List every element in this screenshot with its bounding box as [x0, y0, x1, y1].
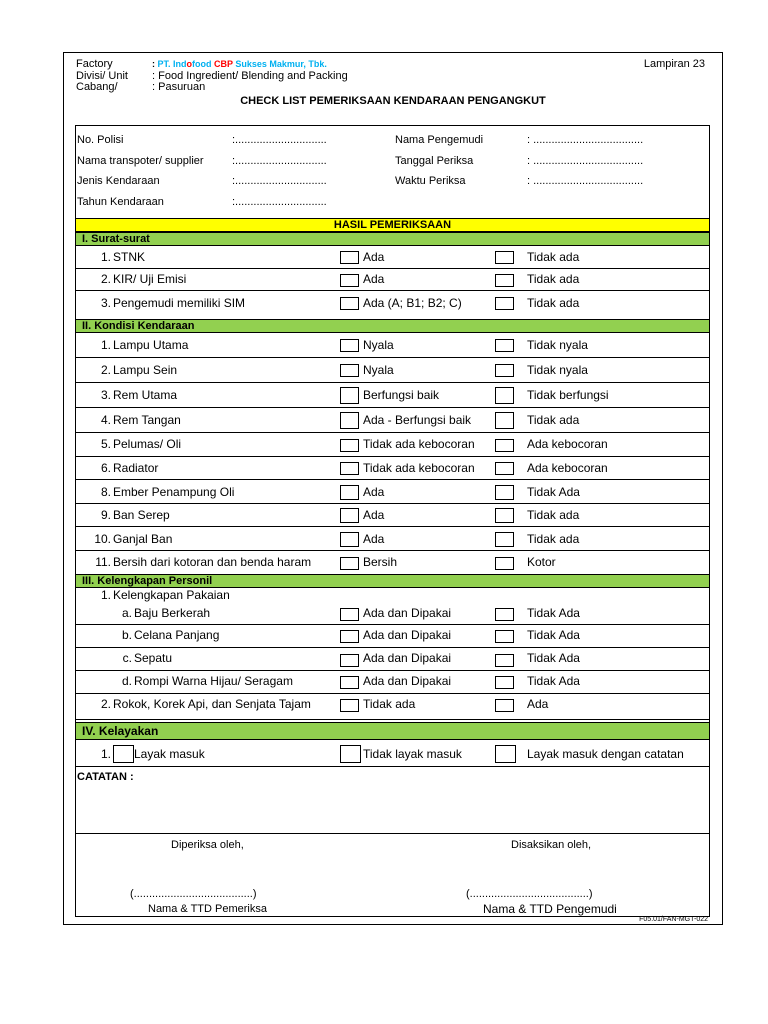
- checkbox[interactable]: [495, 676, 514, 689]
- item-number: 9.: [100, 508, 111, 522]
- factory-part: CBP: [214, 59, 236, 69]
- pemeriksa-name-label: Nama & TTD Pemeriksa: [148, 903, 267, 915]
- form-body: [75, 125, 710, 917]
- checkbox[interactable]: [340, 251, 359, 264]
- factory-label: Factory: [76, 58, 113, 70]
- info-label: Jenis Kendaraan: [77, 175, 160, 187]
- option-label: Tidak ada kebocoran: [363, 437, 475, 451]
- checklist-row: [76, 671, 709, 694]
- cabang-value: : Pasuruan: [152, 81, 206, 93]
- option-label: Ada (A; B1; B2; C): [363, 296, 462, 310]
- option-label: Ada: [363, 272, 385, 286]
- checkbox[interactable]: [495, 462, 514, 475]
- jenis-kendaraan-field[interactable]: :..............................: [232, 175, 327, 187]
- item-number: 6.: [100, 461, 111, 475]
- item-number: 2.: [100, 363, 111, 377]
- option-label: Ada: [363, 250, 385, 264]
- checkbox[interactable]: [340, 485, 359, 500]
- divisi-label: Divisi/ Unit: [76, 70, 128, 82]
- checkbox[interactable]: [340, 412, 359, 429]
- item-number: 1.: [100, 250, 111, 264]
- item-number: b.: [121, 628, 132, 642]
- item-label: Ganjal Ban: [113, 532, 173, 546]
- option-label: Tidak Ada: [527, 606, 580, 620]
- option-label: Ada kebocoran: [527, 461, 608, 475]
- checkbox[interactable]: [340, 462, 359, 475]
- hasil-pemeriksaan-header: HASIL PEMERIKSAAN: [76, 218, 709, 232]
- item-number: 4.: [100, 413, 111, 427]
- info-label: Nama transpoter/ supplier: [77, 155, 204, 167]
- option-label: Bersih: [363, 555, 398, 569]
- checklist-row: [76, 527, 709, 551]
- checklist-row: [76, 333, 709, 358]
- factory-part: food: [192, 59, 214, 69]
- tanggal-periksa-field[interactable]: : ....................................: [527, 155, 644, 167]
- item-label: Rompi Warna Hijau/ Seragam: [134, 674, 293, 688]
- checkbox[interactable]: [495, 532, 514, 547]
- option-label: Tidak Ada: [527, 485, 580, 499]
- checkbox[interactable]: [340, 654, 359, 667]
- no-polisi-field[interactable]: :..............................: [232, 134, 327, 146]
- item-label: Rokok, Korek Api, dan Senjata Tajam: [113, 697, 311, 711]
- checklist-row: [76, 433, 709, 457]
- checkbox[interactable]: [113, 745, 134, 763]
- checkbox[interactable]: [340, 676, 359, 689]
- checklist-row: [76, 625, 709, 648]
- divider: [76, 833, 709, 834]
- option-label: Berfungsi baik: [363, 388, 440, 402]
- catatan-area[interactable]: [76, 786, 709, 886]
- factory-part: Sukses Makmur, Tbk.: [235, 59, 327, 69]
- form-title: CHECK LIST PEMERIKSAAN KENDARAAN PENGANGKUT: [240, 95, 546, 107]
- factory-value: [152, 59, 327, 69]
- item-number: 3.: [100, 296, 111, 310]
- option-label: Nyala: [363, 338, 394, 352]
- item-label: Lampu Sein: [113, 363, 178, 377]
- cabang-label: Cabang/: [76, 81, 118, 93]
- checkbox[interactable]: [495, 251, 514, 264]
- item-label: Layak masuk: [134, 747, 205, 761]
- section-header: IV. Kelayakan: [76, 722, 709, 740]
- item-label: Sepatu: [134, 651, 173, 665]
- option-label: Ada: [363, 485, 385, 499]
- checkbox[interactable]: [340, 630, 359, 643]
- checkbox[interactable]: [340, 439, 359, 452]
- checkbox[interactable]: [495, 630, 514, 643]
- checklist-row: [76, 551, 709, 574]
- option-label: Nyala: [363, 363, 394, 377]
- checkbox[interactable]: [340, 557, 359, 570]
- option-label: Kotor: [527, 555, 556, 569]
- info-label: Tahun Kendaraan: [77, 196, 164, 208]
- item-label: Pelumas/ Oli: [113, 437, 182, 451]
- checkbox[interactable]: [495, 274, 514, 287]
- divider: [76, 719, 709, 720]
- checkbox[interactable]: [340, 699, 359, 712]
- item-label: Pengemudi memiliki SIM: [113, 296, 246, 310]
- checkbox[interactable]: [495, 297, 514, 310]
- option-label: Tidak Ada: [527, 651, 580, 665]
- option-label: Ada: [527, 697, 549, 711]
- checklist-row: [76, 740, 709, 767]
- item-label: Baju Berkerah: [134, 606, 211, 620]
- nama-pengemudi-field[interactable]: : ....................................: [527, 134, 644, 146]
- option-label: Layak masuk dengan catatan: [527, 747, 684, 761]
- info-label: Tanggal Periksa: [395, 155, 474, 167]
- checkbox[interactable]: [495, 339, 514, 352]
- divisi-value: : Food Ingredient/ Blending and Packing: [152, 70, 348, 82]
- checkbox[interactable]: [495, 608, 514, 621]
- option-label: Tidak layak masuk: [363, 747, 462, 761]
- checklist-row: [76, 648, 709, 671]
- item-number: a.: [121, 606, 132, 620]
- option-label: Tidak nyala: [527, 363, 588, 377]
- item-number: 1.: [100, 588, 111, 602]
- checkbox[interactable]: [340, 274, 359, 287]
- checklist-row: [76, 383, 709, 408]
- transporter-field[interactable]: :..............................: [232, 155, 327, 167]
- info-label: Nama Pengemudi: [395, 134, 484, 146]
- option-label: Tidak berfungsi: [527, 388, 609, 402]
- item-label: Rem Tangan: [113, 413, 181, 427]
- waktu-periksa-field[interactable]: : ....................................: [527, 175, 644, 187]
- item-label: Celana Panjang: [134, 628, 220, 642]
- checklist-subheader: [76, 588, 709, 603]
- option-label: Ada dan Dipakai: [363, 674, 452, 688]
- option-label: Tidak ada: [363, 697, 416, 711]
- item-number: 3.: [100, 388, 111, 402]
- option-label: Ada: [363, 508, 385, 522]
- option-label: Ada kebocoran: [527, 437, 608, 451]
- checkbox[interactable]: [495, 654, 514, 667]
- disaksikan-label: Disaksikan oleh,: [511, 839, 592, 851]
- item-number: 1.: [100, 338, 111, 352]
- option-label: Tidak ada: [527, 532, 580, 546]
- checkbox[interactable]: [340, 508, 359, 523]
- checkbox[interactable]: [340, 339, 359, 352]
- item-number: 10.: [94, 532, 111, 546]
- option-label: Tidak nyala: [527, 338, 588, 352]
- checklist-row: [76, 408, 709, 433]
- checkbox[interactable]: [340, 387, 359, 404]
- option-label: Ada dan Dipakai: [363, 651, 452, 665]
- checkbox[interactable]: [495, 439, 514, 452]
- checkbox[interactable]: [495, 699, 514, 712]
- option-label: Ada dan Dipakai: [363, 628, 452, 642]
- checklist-row: [76, 603, 709, 625]
- checkbox[interactable]: [495, 745, 516, 763]
- checkbox[interactable]: [495, 364, 514, 377]
- checkbox[interactable]: [340, 745, 361, 763]
- item-number: d.: [121, 674, 132, 688]
- option-label: Tidak ada: [527, 296, 580, 310]
- option-label: Ada - Berfungsi baik: [363, 413, 472, 427]
- info-label: No. Polisi: [77, 134, 124, 146]
- option-label: Ada: [363, 532, 385, 546]
- checklist-form: [63, 52, 723, 925]
- tahun-kendaraan-field[interactable]: :..............................: [232, 196, 327, 208]
- checklist-row: [76, 694, 709, 718]
- option-label: Tidak Ada: [527, 628, 580, 642]
- section-header: II. Kondisi Kendaraan: [76, 319, 709, 333]
- item-label: STNK: [113, 250, 146, 264]
- option-label: Tidak ada: [527, 508, 580, 522]
- item-label: Radiator: [113, 461, 159, 475]
- checklist-row: [76, 246, 709, 269]
- checklist-row: [76, 457, 709, 480]
- item-label: Rem Utama: [113, 388, 178, 402]
- info-label: Waktu Periksa: [395, 175, 466, 187]
- option-label: Tidak ada: [527, 250, 580, 264]
- signature-line-pemeriksa[interactable]: (.......................................): [130, 888, 257, 900]
- item-number: 11.: [95, 555, 111, 569]
- option-label: Tidak ada kebocoran: [363, 461, 475, 475]
- option-label: Tidak Ada: [527, 674, 580, 688]
- item-label: Lampu Utama: [113, 338, 189, 352]
- checklist-row: [76, 480, 709, 504]
- section-header: I. Surat-surat: [76, 232, 709, 246]
- signature-line-pengemudi[interactable]: (.......................................): [466, 888, 593, 900]
- catatan-label: CATATAN :: [77, 771, 134, 783]
- lampiran-label: Lampiran 23: [643, 58, 705, 70]
- factory-part: o: [186, 59, 192, 69]
- checkbox[interactable]: [495, 485, 514, 500]
- option-label: Tidak ada: [527, 272, 580, 286]
- item-number: 5.: [100, 437, 111, 451]
- item-number: c.: [122, 651, 132, 665]
- factory-part: PT. Ind: [157, 59, 187, 69]
- checkbox[interactable]: [340, 608, 359, 621]
- checklist-row: [76, 269, 709, 291]
- checklist-row: [76, 358, 709, 383]
- factory-prefix: :: [152, 59, 158, 69]
- item-number: 2.: [100, 697, 111, 711]
- option-label: Ada dan Dipakai: [363, 606, 452, 620]
- checkbox[interactable]: [340, 532, 359, 547]
- checklist-row: [76, 291, 709, 317]
- pengemudi-name-label: Nama & TTD Pengemudi: [483, 902, 617, 916]
- checkbox[interactable]: [495, 508, 514, 523]
- item-label: Kelengkapan Pakaian: [113, 588, 230, 602]
- section-header: III. Kelengkapan Personil: [76, 574, 709, 588]
- checkbox[interactable]: [340, 297, 359, 310]
- checkbox[interactable]: [495, 412, 514, 429]
- item-label: Ban Serep: [113, 508, 170, 522]
- item-label: Ember Penampung Oli: [113, 485, 235, 499]
- checkbox[interactable]: [495, 387, 514, 404]
- item-number: 1.: [100, 747, 111, 761]
- item-label: Bersih dari kotoran dan benda haram: [113, 555, 312, 569]
- option-label: Tidak ada: [527, 413, 580, 427]
- checklist-row: [76, 504, 709, 527]
- item-number: 2.: [100, 272, 111, 286]
- diperiksa-label: Diperiksa oleh,: [171, 839, 244, 851]
- checkbox[interactable]: [495, 557, 514, 570]
- item-label: KIR/ Uji Emisi: [113, 272, 187, 286]
- checkbox[interactable]: [340, 364, 359, 377]
- item-number: 8.: [100, 485, 111, 499]
- form-code: F05.01/FAN-MGT-022: [639, 916, 708, 923]
